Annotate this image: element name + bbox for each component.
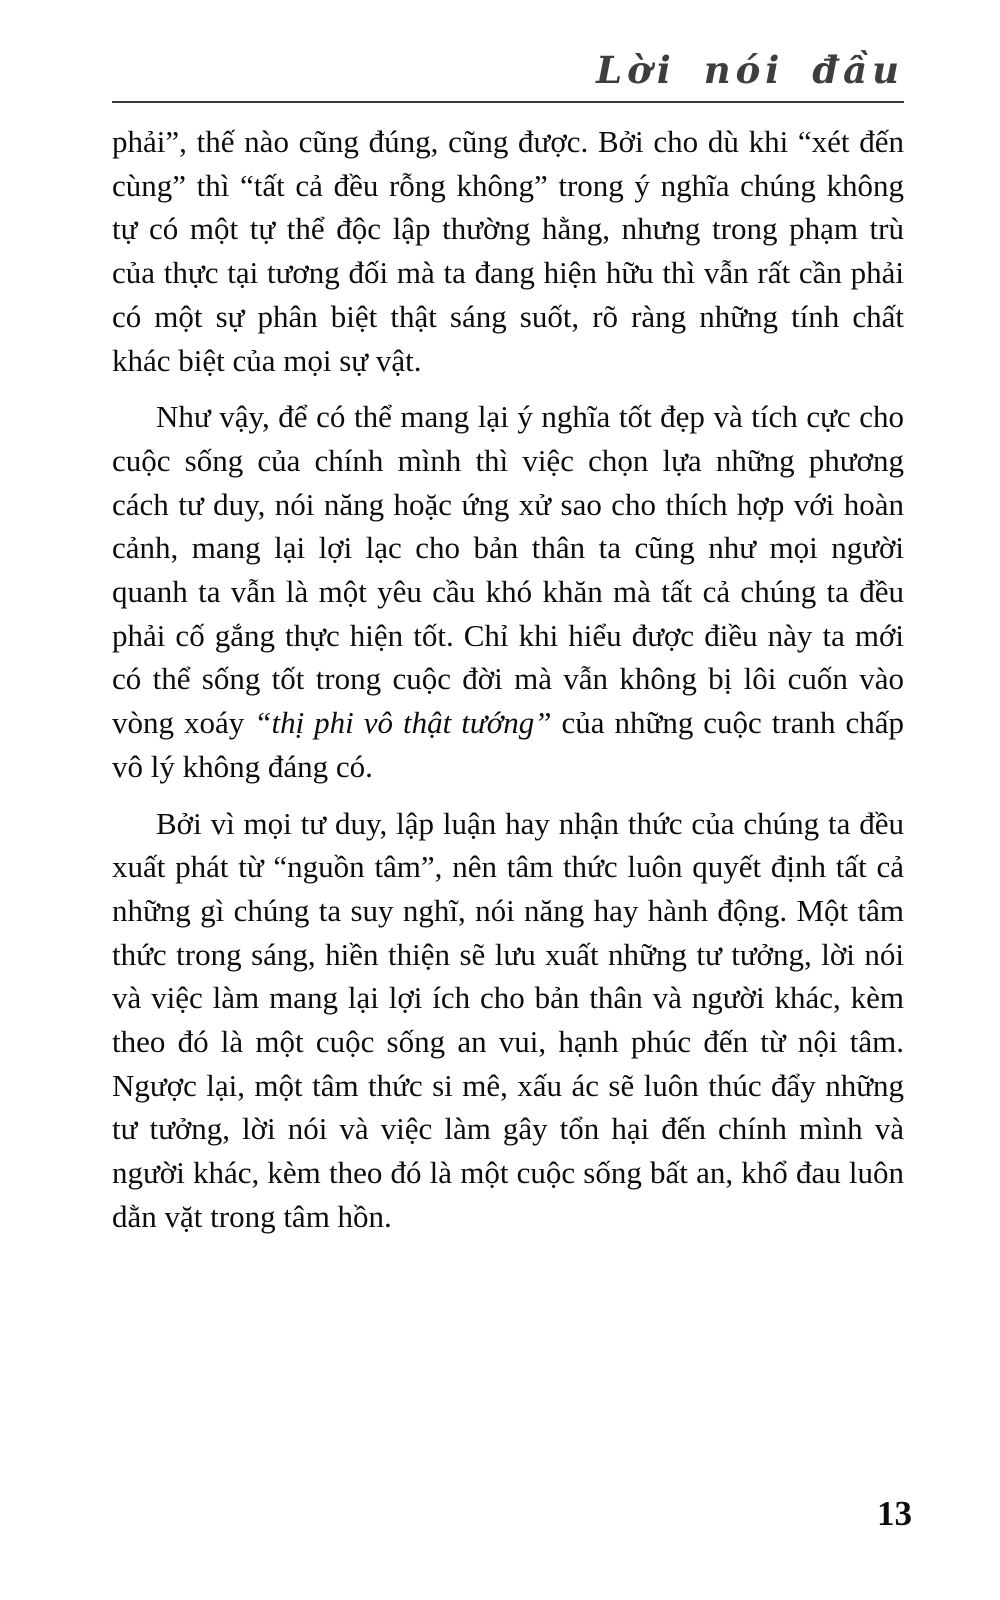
page-number: 13 (877, 1494, 912, 1533)
text-segment: Bởi vì mọi tư duy, lập luận hay nhận thức của chúng ta đều xuất phát từ “nguồn tâm”, nên tâm thức luôn quyết định tất cả những gì chúng ta suy nghĩ, nói năng hay hành động. Một tâm thức trong sáng, hiền thiện sẽ lưu xuất những tư tưởng, lời nói và việc làm mang lại lợi ích cho bản thân và người khác, kèm theo đó là một cuộc sống an vui, hạnh phúc đến từ nội tâm. Ngược lại, một tâm thức si mê, xấu ác sẽ luôn thúc đẩy những tư tưởng, lời nói và việc làm gây tổn hại đến chính mình và người khác, kèm theo đó là một cuộc sống bất an, khổ đau luôn dằn vặt trong tâm hồn. (112, 805, 904, 1234)
chapter-title: Lời nói đầu (596, 48, 904, 92)
header-rule (112, 101, 904, 103)
paragraph (112, 395, 904, 788)
body-text (112, 120, 904, 1239)
paragraph (112, 120, 904, 382)
page-content (112, 0, 904, 1252)
text-segment: Như vậy, để có thể mang lại ý nghĩa tốt đẹp và tích cực cho cuộc sống của chính mình thì việc chọn lựa những phương cách tư duy, nói năng hoặc ứng xử sao cho thích hợp với hoàn cảnh, mang lại lợi lạc cho bản thân ta cũng như mọi người quanh ta vẫn là một yêu cầu khó khăn mà tất cả chúng ta đều phải cố gắng thực hiện tốt. Chỉ khi hiểu được điều này ta mới có thể sống tốt trong cuộc đời mà vẫn không bị lôi cuốn vào vòng xoáy (112, 399, 904, 741)
text-segment: của những cuộc tranh chấp vô lý không đáng có. (112, 705, 904, 784)
running-head (112, 0, 904, 92)
paragraph (112, 802, 904, 1239)
text-segment: phải”, thế nào cũng đúng, cũng được. Bởi cho dù khi “xét đến cùng” thì “tất cả đều rỗng không” trong ý nghĩa chúng không tự có một tự thể độc lập thường hằng, nhưng trong phạm trù của thực tại tương đối mà ta đang hiện hữu thì vẫn rất cần phải có một sự phân biệt thật sáng suốt, rõ ràng những tính chất khác biệt của mọi sự vật. (112, 124, 904, 378)
emphasized-phrase: “thị phi vô thật tướng” (254, 705, 552, 741)
